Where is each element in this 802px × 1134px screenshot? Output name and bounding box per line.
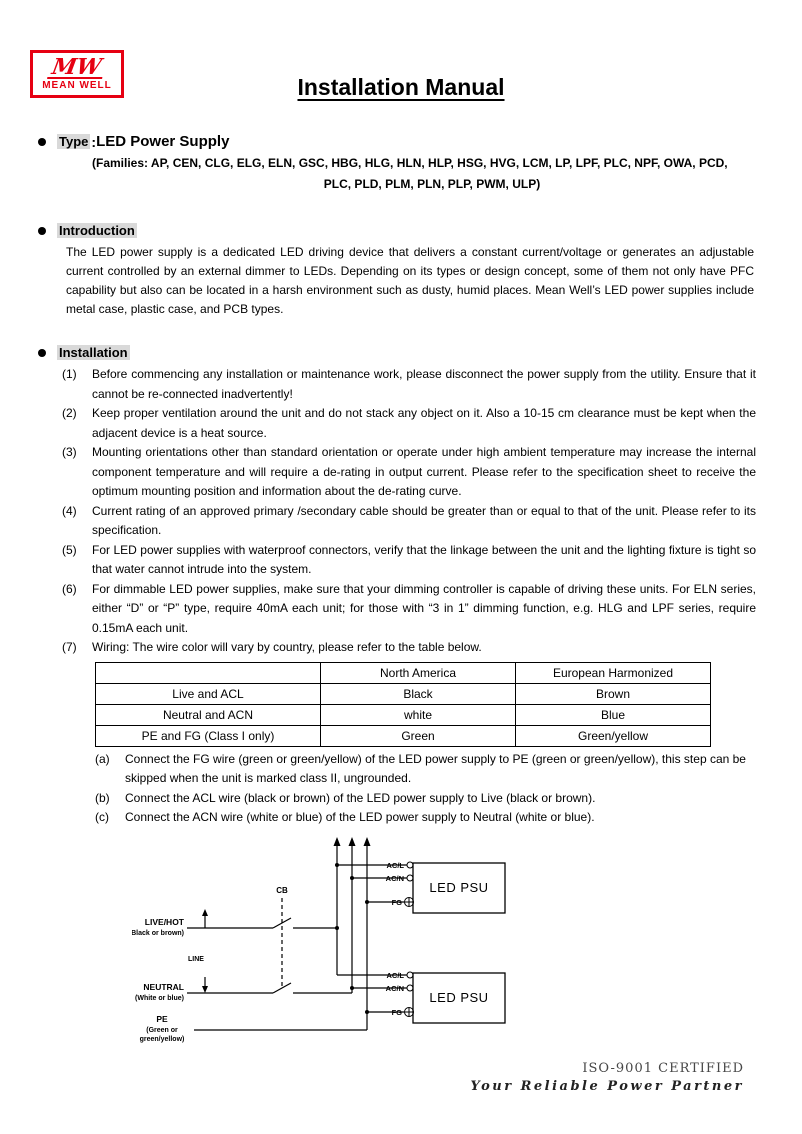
families-line2: PLC, PLD, PLM, PLN, PLP, PWM, ULP) (323, 177, 541, 191)
item-number: (1) (62, 367, 77, 381)
diagram-labels (132, 861, 489, 1043)
installation-item (62, 443, 756, 502)
iso-certified-text: ISO-9001 CERTIFIED (582, 1060, 744, 1076)
type-section-header (38, 133, 802, 150)
bullet-icon (38, 227, 46, 235)
item-text: For LED power supplies with waterproof connectors, verify that the linkage between the unit and the lighting fixture is tight so that water cannot intrude into the system. (92, 542, 756, 576)
installation-item (62, 502, 756, 541)
slogan-text: Your Reliable Power Partner (470, 1078, 744, 1094)
introduction-heading: Introduction (59, 223, 135, 238)
table-cell: Live and ACL (96, 683, 321, 704)
header-cell-blank (96, 662, 321, 683)
diagram-wires (187, 844, 407, 1030)
sub-step-number: (b) (95, 790, 110, 805)
table-row (96, 704, 711, 725)
installation-item-list (0, 365, 802, 658)
logo-brand-text: MEAN WELL (42, 80, 112, 91)
header-cell-north-america: North America (321, 662, 516, 683)
families-list (92, 153, 772, 195)
terminal-fg-label: FG (391, 897, 402, 907)
table-cell: Black (321, 683, 516, 704)
neutral-label: NEUTRAL (143, 981, 184, 992)
type-separator: : (91, 133, 97, 150)
installation-item (62, 541, 756, 580)
sub-step-number: (a) (95, 751, 110, 766)
terminal-acl-label: AC/L (386, 860, 404, 870)
led-psu-label: LED PSU (429, 989, 489, 1005)
item-number: (5) (62, 542, 77, 557)
pe-sublabel-1: (Green or (146, 1026, 178, 1034)
installation-item (62, 404, 756, 443)
sub-step-text: Connect the FG wire (green or green/yellow) of the LED power supply to PE (green or green/yellow), this step can be skipped when the unit is marked class II, ungrounded. (125, 751, 746, 785)
item-number: (3) (62, 445, 77, 459)
table-row (96, 683, 711, 704)
wiring-color-table (95, 662, 711, 747)
bullet-icon (38, 349, 46, 357)
sub-step (95, 750, 759, 789)
item-text: Keep proper ventilation around the unit and do not stack any object on it. Also a 10-15 cm clearance must be kept when the adjacent device is a heat source. (92, 406, 756, 440)
logo-mw-monogram: MW (48, 57, 107, 79)
meanwell-logo (30, 50, 124, 98)
item-number: (2) (62, 406, 77, 420)
installation-item (62, 638, 756, 658)
bullet-icon (38, 138, 46, 146)
introduction-paragraph: The LED power supply is a dedicated LED driving device that delivers a constant current/voltage or generates an adjustable current controlled by an external dimmer to LEDs. Depending on its types or design concept, some of them not only have PFC capability but also can be located in a harsh environment such as dusty, humid places. Mean Well’s LED power supplies include metal case, plastic case, and PCB types. (66, 245, 754, 316)
item-text: Mounting orientations other than standard orientation or operate under high ambient temperature may increase the internal component temperature and will require a de-rating in output current. Please refer to the specification sheet to receive the optimum mounting position and information about the de-rating curve. (92, 445, 756, 498)
introduction-section-header (38, 223, 802, 238)
type-heading: Type (59, 134, 89, 149)
installation-item (62, 365, 756, 404)
item-number: (6) (62, 581, 77, 596)
wiring-diagram-svg (132, 836, 562, 1054)
table-cell: PE and FG (Class I only) (96, 725, 321, 746)
sub-step (95, 808, 759, 828)
terminal-acn-label: AC/N (385, 983, 404, 993)
item-text: For dimmable LED power supplies, make sure that your dimming controller is capable of driving these units. For ELN series, either “D” or “P” type, require 40mA each unit; for those with “3 in 1” dimming function, e.g. HLG and LPF series, require 0.15mA each unit. (92, 581, 756, 635)
table-cell: Green/yellow (516, 725, 711, 746)
cb-label: CB (276, 885, 288, 895)
page-footer (0, 1061, 744, 1094)
sub-step-text: Connect the ACL wire (black or brown) of the LED power supply to Live (black or brown). (125, 790, 596, 805)
diagram-arrowheads-and-junctions (202, 837, 371, 1014)
introduction-section (0, 223, 802, 319)
installation-section (0, 345, 802, 828)
item-number: (7) (62, 640, 77, 654)
type-value: LED Power Supply (96, 133, 230, 150)
item-text: Before commencing any installation or maintenance work, please disconnect the power supply from the utility. Ensure that it cannot be re-connected inadvertently! (92, 367, 756, 401)
sub-step (95, 789, 759, 809)
item-text: Current rating of an approved primary /secondary cable should be greater than or equal to that of the unit. Please refer to its specification. (92, 503, 756, 537)
item-text: Wiring: The wire color will vary by country, please refer to the table below. (92, 640, 482, 654)
wiring-diagram (132, 836, 802, 1057)
installation-item (62, 580, 756, 639)
families-line1: (Families: AP, CEN, CLG, ELG, ELN, GSC, HBG, HLG, HLN, HLP, HSG, HVG, LCM, LP, LPF, PLC, NPF, OWA, PCD, (92, 156, 728, 170)
page-title: Installation Manual (297, 74, 505, 100)
wiring-sub-steps (0, 750, 802, 828)
table-cell: Brown (516, 683, 711, 704)
table-row (96, 725, 711, 746)
header-cell-european-harmonized: European Harmonized (516, 662, 711, 683)
terminal-fg-label: FG (391, 1007, 402, 1017)
table-cell: Blue (516, 704, 711, 725)
item-number: (4) (62, 503, 77, 518)
table-cell: Green (321, 725, 516, 746)
line-label: LINE (188, 955, 204, 963)
installation-section-header (38, 345, 802, 360)
psu-terminals (405, 862, 414, 1017)
sub-step-text: Connect the ACN wire (white or blue) of the LED power supply to Neutral (white or blue). (125, 810, 595, 824)
sub-step-number: (c) (95, 810, 109, 824)
table-header-row (96, 662, 711, 683)
table-cell: white (321, 704, 516, 725)
led-psu-label: LED PSU (429, 879, 489, 895)
terminal-acl-label: AC/L (386, 970, 404, 980)
table-cell: Neutral and ACN (96, 704, 321, 725)
live-hot-label: LIVE/HOT (144, 916, 184, 927)
live-hot-sublabel: (Black or brown) (132, 929, 184, 937)
pe-label: PE (156, 1013, 168, 1024)
neutral-sublabel: (White or blue) (135, 994, 184, 1002)
installation-heading: Installation (59, 345, 128, 360)
pe-sublabel-2: green/yellow) (139, 1035, 185, 1043)
terminal-acn-label: AC/N (385, 873, 404, 883)
